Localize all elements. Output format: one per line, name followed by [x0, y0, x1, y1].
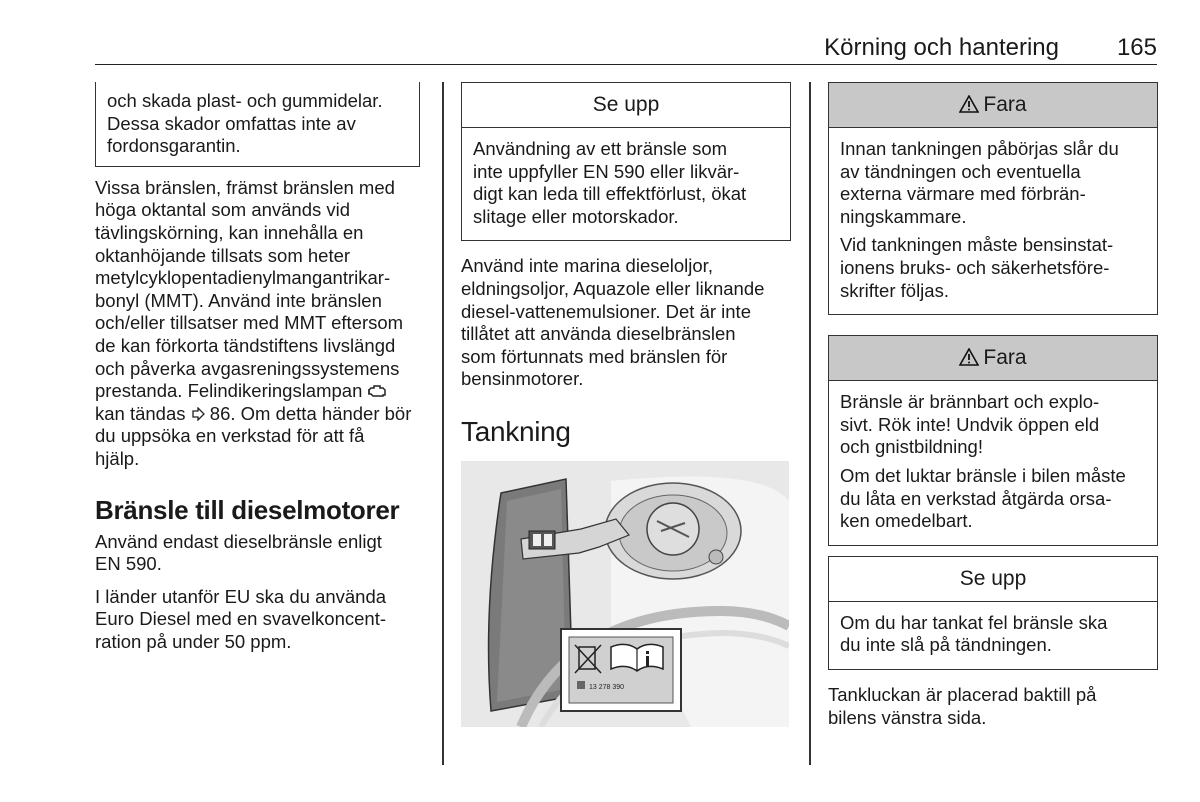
text-line: I länder utanför EU ska du använda — [95, 585, 387, 607]
page-header — [95, 30, 1157, 65]
warning-triangle-icon — [959, 85, 979, 129]
text-line: eldningsoljor, Aquazole eller liknande — [461, 277, 765, 299]
text-line: sivt. Rök inte! Undvik öppen eld — [840, 413, 1100, 435]
section-heading-diesel: Bränsle till dieselmotorer — [95, 494, 400, 525]
text-line: och skada plast- och gummidelar. — [107, 90, 383, 111]
column-2 — [461, 82, 791, 727]
text-line: tillåtet att använda dieselbränslen — [461, 323, 736, 345]
danger-title-text: Fara — [983, 93, 1027, 116]
danger-paragraph — [840, 391, 1146, 459]
paragraph-diesel-en590 — [95, 531, 425, 576]
text-line: Använd inte marina dieseloljor, — [461, 255, 713, 277]
text-line: fordonsgarantin. — [107, 135, 241, 157]
text-line: du låta en verkstad åtgärda orsa- — [840, 487, 1112, 509]
caution-box — [461, 82, 791, 241]
check-engine-icon — [368, 380, 388, 401]
paragraph-euro-diesel — [95, 586, 425, 654]
fuel-flap-illustration — [461, 461, 789, 727]
paragraph-marine-diesel — [461, 255, 791, 391]
text-line: Euro Diesel med en svavelkoncent- — [95, 608, 387, 630]
text-line: EN 590. — [95, 553, 162, 575]
column-divider — [809, 82, 811, 765]
figure-code-label: 13 278 390 — [589, 683, 625, 691]
caution-title: Se upp — [462, 83, 790, 128]
text-line: Innan tankningen påbörjas slår du — [840, 138, 1119, 159]
text-line: och påverka avgasreningssystemens — [95, 357, 400, 379]
text-line: Dessa skador omfattas inte av — [107, 112, 356, 134]
text-line: Om det luktar bränsle i bilen måste — [840, 464, 1126, 486]
cross-reference-arrow-icon — [191, 403, 210, 424]
text-line: Tankluckan är placerad baktill på — [828, 683, 1097, 705]
text-line: diesel-vattenemulsioner. Det är inte — [461, 300, 751, 322]
chapter-title: Körning och hantering — [824, 34, 1059, 61]
column-3 — [828, 82, 1158, 739]
danger-body — [829, 128, 1157, 314]
text-line: ration på under 50 ppm. — [95, 630, 292, 652]
column-divider — [442, 82, 444, 765]
text-line: metylcyklopentadienylmangantrikar- — [95, 267, 391, 289]
text-line: Vissa bränslen, främst bränslen med — [95, 176, 395, 198]
text-line: ionens bruks- och säkerhetsföre- — [840, 256, 1110, 278]
text-line: digt kan leda till effektförlust, ökat — [473, 183, 747, 205]
caution-text — [473, 138, 779, 228]
danger-title — [829, 83, 1157, 128]
text-line: de kan förkorta tändstiftens livslängd — [95, 334, 396, 356]
danger-body — [829, 381, 1157, 545]
text-line: 86. Om detta händer bör — [209, 402, 412, 424]
text-line: Användning av ett bränsle som — [473, 138, 728, 159]
text-line: som förtunnats med bränslen för — [461, 345, 728, 367]
caution-box — [828, 556, 1158, 670]
paragraph-fuel-flap-location — [828, 684, 1158, 729]
danger-title — [829, 336, 1157, 381]
danger-paragraph — [840, 234, 1146, 302]
danger-title-text: Fara — [983, 346, 1027, 370]
text-line: tävlingskörning, kan innehålla en — [95, 221, 364, 243]
text-line: inte uppfyller EN 590 eller likvär- — [473, 160, 740, 182]
paragraph-mmt — [95, 177, 425, 471]
caution-title: Se upp — [829, 557, 1157, 602]
text-line: Vid tankningen måste bensinstat- — [840, 234, 1114, 256]
text-line: bonyl (MMT). Använd inte bränslen — [95, 289, 382, 311]
text-line: och gnistbildning! — [840, 436, 983, 458]
caution-body — [829, 602, 1157, 669]
text-line: Bränsle är brännbart och explo- — [840, 391, 1100, 413]
text-line: skrifter följas. — [840, 279, 949, 301]
text-line: höga oktantal som används vid — [95, 199, 351, 221]
warning-triangle-icon — [959, 338, 979, 382]
text-line: du uppsöka en verkstad för att få — [95, 425, 365, 447]
text-line: Använd endast dieselbränsle enligt — [95, 530, 382, 552]
text-line: bilens vänstra sida. — [828, 706, 987, 728]
danger-paragraph — [840, 465, 1146, 533]
danger-box-2 — [828, 335, 1158, 546]
text-line: och/eller tillsatser med MMT eftersom — [95, 312, 404, 334]
text-line: hjälp. — [95, 447, 140, 469]
text-line: kan tändas — [95, 402, 186, 424]
page-number: 165 — [1116, 34, 1157, 61]
caution-text — [840, 612, 1146, 657]
text-line: externa värmare med förbrän- — [840, 183, 1086, 205]
danger-paragraph — [840, 138, 1146, 228]
text-line: du inte slå på tändningen. — [840, 634, 1052, 656]
text-line: prestanda. Felindikeringslampan — [95, 380, 363, 402]
text-line: bensinmotorer. — [461, 368, 584, 390]
caution-body — [462, 128, 790, 240]
danger-box-1 — [828, 82, 1158, 315]
text-line: oktanhöjande tillsats som heter — [95, 244, 351, 266]
text-line: ken omedelbart. — [840, 510, 973, 532]
text-line: Om du har tankat fel bränsle ska — [840, 611, 1108, 633]
text-line: slitage eller motorskador. — [473, 205, 679, 227]
column-1 — [95, 82, 425, 663]
section-heading-tankning: Tankning — [461, 415, 571, 447]
continued-caution-box — [95, 82, 420, 167]
text-line: av tändningen och eventuella — [840, 160, 1081, 182]
text-line: ningskammare. — [840, 205, 967, 227]
